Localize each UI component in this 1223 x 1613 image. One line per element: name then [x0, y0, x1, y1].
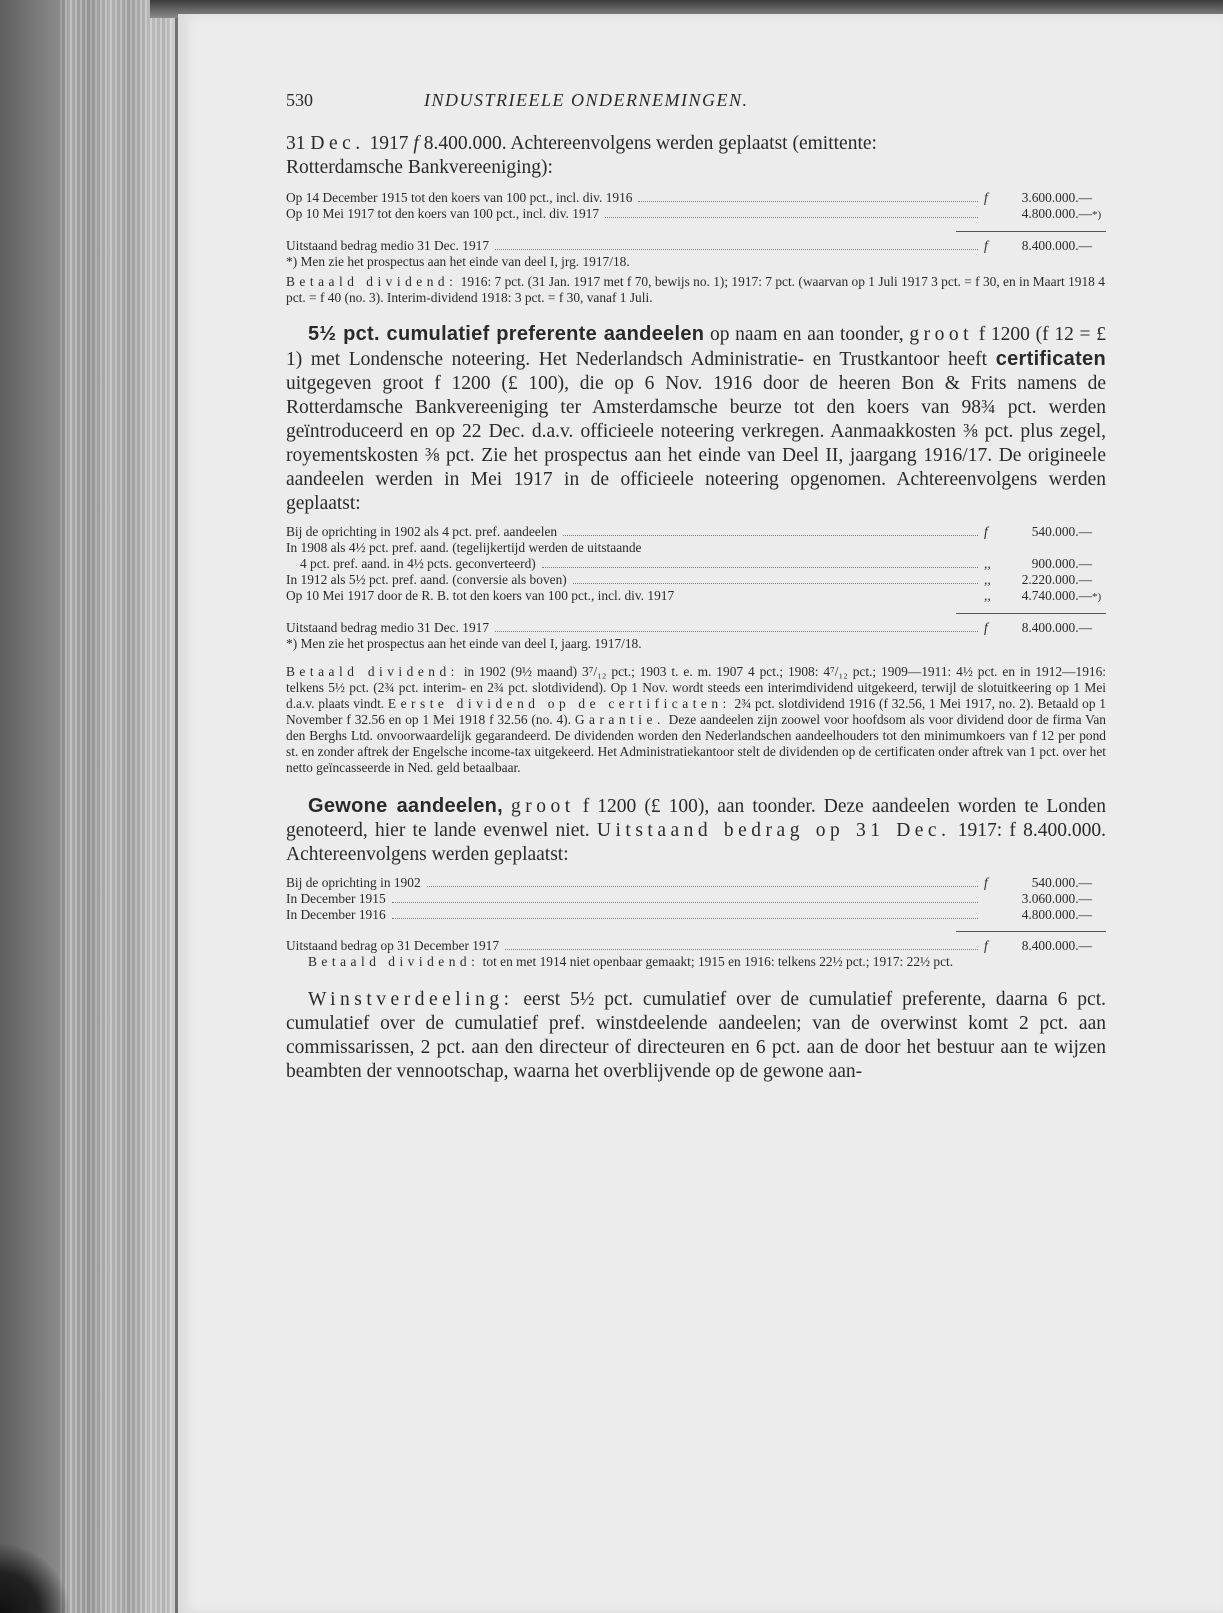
ledger-desc: Op 10 Mei 1917 door de R. B. tot den koers van 100 pct., incl. div. 1917: [286, 588, 675, 603]
dividend-paragraph-3: [286, 954, 1106, 970]
leader-dots: [573, 583, 978, 584]
spaced-phrase: Uitstaand bedrag op 31 Dec.: [596, 820, 951, 841]
ledger-desc: 4 pct. pref. aand. in 4½ pcts. geconverteerd): [300, 556, 536, 571]
ledger-amount: 3.060.000.—: [1021, 891, 1092, 906]
ledger-amount: 540.000.—: [1031, 875, 1092, 890]
ledger-amount: 4.800.000.—: [1021, 206, 1092, 221]
dividend-text: tot en met 1914 niet openbaar gemaakt; 1915 en 1916: telkens 22½ pct.; 1917: 22½ pct.: [479, 954, 954, 969]
ledger-amount: 3.600.000.—: [1021, 190, 1092, 205]
leader-dots: [427, 886, 978, 887]
profit-label: Winstverdeeling:: [308, 989, 514, 1010]
section-text: uitgegeven groot f 1200 (£ 100), die op 6 Nov. 1916 door de heeren Bon & Frits namens de Rotterdamsche Bankvereeniging ter Amsterdamsche beurze tot den koers van 98¾ pct. werden geïntroduceerd en op 22 Dec. d.a.v. officieele noteering verkregen. Aanmaakkosten ⅜ pct. plus zegel, royementskosten ⅜ pct. Zie het prospectus aan het einde van Deel II, jaargang 1916/17. De origineele aandeelen werden in Mei 1917 in de officieele noteering opgenomen. Achtereenvolgens werden geplaatst:: [286, 373, 1106, 514]
ledger-row: [286, 524, 1106, 540]
leader-dots: [542, 567, 978, 568]
dividend-text: Deze aandeelen zijn zoowel voor hoofdsom als voor dividend door de firma Van den Berghs Ltd. onvoorwaardelijk gegarandeerd. De dividenden worden den Nederlandschen aandeelhouders tot den minimumkoers van f 12 per pond st. en zonder aftrek der Engelsche income-tax uitgekeerd. Het Administratiekantoor stelt de dividenden op de certificaten onder aftrek van 1 pct. over het netto geïncasseerde in Ned. geld betaalbaar.: [286, 712, 1106, 775]
dividend-text: in 1902 (9½ maand) 3⁷/₁₂ pct.; 1903 t. e. m. 1907 4 pct.; 1908: 4⁷/₁₂ pct.; 1909—1911: 4½ pct. en in 1912—1916: telkens 5½ pct. (2¾ pct. interim- en 2¾ pct. slotdividend). Op 1 Nov. wordt steeds een interimdividend uitgekeerd, terwijl de slotuitkeering op 1 Mei d.a.v. plaats vindt.: [286, 664, 1106, 711]
ledger-desc: In 1908 als 4½ pct. pref. aand. (tegelijkertijd werden de uitstaande: [286, 540, 642, 555]
ledger-total-amount: 8.400.000.—: [1021, 620, 1092, 635]
ledger-currency: f: [984, 238, 988, 253]
ledger-row: [286, 588, 1106, 605]
ledger-amount: 900.000.—: [1031, 556, 1092, 571]
guarantee-label: Garantie.: [574, 712, 665, 727]
spaced-word: groot: [909, 324, 974, 345]
running-title: INDUSTRIEELE ONDERNEMINGEN.: [424, 90, 749, 110]
ledger-amount: 4.740.000.—: [1021, 588, 1092, 603]
sum-rule: [956, 613, 1106, 614]
ledger-note: *): [1092, 591, 1102, 603]
dividend-label: Betaald dividend:: [286, 274, 458, 289]
ledger-desc: Uitstaand bedrag medio 31 Dec. 1917: [286, 620, 490, 635]
book-spine-page-edges: [0, 0, 175, 1613]
ledger-currency: ,,: [984, 556, 991, 571]
leader-dots: [495, 631, 978, 632]
leader-dots: [563, 535, 978, 536]
footnote: *) Men zie het prospectus aan het einde van deel I, jrg. 1917/18.: [286, 254, 630, 269]
intro-text: 8.400.000. Achtereenvolgens werden geplaatst (emittente:: [418, 133, 877, 154]
footnote: *) Men zie het prospectus aan het einde van deel I, jaarg. 1917/18.: [286, 636, 642, 651]
ledger-desc: In December 1915: [286, 891, 386, 906]
ledger-total-row: [286, 938, 1106, 954]
dividend-paragraph-2: [286, 664, 1106, 776]
page-header: [286, 90, 1106, 120]
ledger-issues-3: [286, 875, 1106, 954]
bold-term-certificaten: certificaten: [995, 348, 1106, 370]
ledger-currency: f: [984, 524, 988, 539]
profit-distribution-paragraph: [286, 988, 1106, 1084]
section-heading-preferred: 5½ pct. cumulatief preferente aandeelen: [308, 323, 705, 345]
ledger-amount: 540.000.—: [1031, 524, 1092, 539]
ledger-currency: f: [984, 875, 988, 890]
ledger-desc: In December 1916: [286, 907, 386, 922]
dividend-text: 2¾ pct. slotdividend 1916 (f 32.56, 1 Mei 1917, no. 2). Betaald op 1 November f 32.56 en op 1 Mei 1918 f 32.56 (no. 4).: [286, 696, 1106, 727]
ledger-row: [286, 190, 1106, 206]
page-content: [286, 90, 1106, 1084]
ledger-desc: Op 14 December 1915 tot den koers van 100 pct., incl. div. 1916: [286, 190, 633, 205]
ledger-currency: f: [984, 620, 988, 635]
leader-dots: [495, 249, 978, 250]
section-text: f 1200 (f 12 = £ 1) met Londensche noteering. Het Nederlandsch Administratie- en Trustkantoor heeft: [286, 324, 1106, 370]
florin-sign: f: [413, 133, 419, 154]
section-heading-common: Gewone aandeelen,: [308, 795, 503, 817]
intro-spaced: Dec.: [310, 133, 365, 154]
ledger-desc: Uitstaand bedrag medio 31 Dec. 1917: [286, 238, 490, 253]
profit-text: eerst 5½ pct. cumulatief over de cumulatief preferente, daarna 6 pct. cumulatief over de cumulatief pref. winstdeelende aandeelen; van de overwinst komt 2 pct. aan commissarissen, 2 pct. aan den directeur of directeuren en 6 pct. aan de door het bestuur aan te wijzen beambten der vennootschap, waarna het overblijvende op de gewone aan-: [286, 989, 1106, 1082]
page-edge-stripes: [60, 0, 175, 1613]
ledger-desc: Uitstaand bedrag op 31 December 1917: [286, 938, 500, 953]
section-text: f 1200 (£ 100), aan toonder. Deze aandeelen worden te Londen genoteerd, hier te lande evenwel niet.: [286, 796, 1106, 841]
leader-dots: [392, 918, 978, 919]
dividend-text: 1916: 7 pct. (31 Jan. 1917 met f 70, bewijs no. 1); 1917: 7 pct. (waarvan op 1 Juli 1917 3 pct. = f 30, en in Maart 1918 4 pct. = f 40 (no. 3). Interim-dividend 1918: 3 pct. = f 30, vanaf 1 Juli.: [286, 274, 1105, 305]
spaced-word: groot: [511, 796, 575, 817]
intro-text: Rotterdamsche Bankvereeniging):: [286, 157, 553, 178]
intro-paragraph: [286, 132, 1106, 180]
ledger-amount: 2.220.000.—: [1021, 572, 1092, 587]
ledger-note: *): [1092, 209, 1102, 221]
sum-rule: [956, 231, 1106, 232]
corner-shadow: [0, 1543, 70, 1613]
leader-dots: [505, 949, 978, 950]
sum-rule: [956, 931, 1106, 932]
ledger-amount: 4.800.000.—: [1021, 907, 1092, 922]
ledger-issues-2: [286, 524, 1106, 652]
ledger-desc: In 1912 als 5½ pct. pref. aand. (conversie als boven): [286, 572, 567, 587]
ledger-currency: ,,: [984, 572, 991, 587]
intro-text: 31: [286, 133, 311, 154]
common-shares-paragraph: [286, 794, 1106, 867]
ledger-issues-1: [286, 190, 1106, 270]
dividend-label: Betaald dividend:: [308, 954, 480, 969]
ledger-desc: Bij de oprichting in 1902: [286, 875, 421, 890]
ledger-row: [286, 891, 1106, 907]
page-number: 530: [286, 90, 313, 110]
ledger-row: [286, 540, 1106, 556]
ledger-desc: Bij de oprichting in 1902 als 4 pct. pref. aandeelen: [286, 524, 558, 539]
ledger-total-row: [286, 620, 1106, 636]
ledger-currency: f: [984, 190, 988, 205]
ledger-row: [286, 572, 1106, 588]
ledger-total-amount: 8.400.000.—: [1021, 238, 1092, 253]
dividend-label: Betaald dividend:: [286, 664, 459, 679]
dividend-label: Eerste dividend op de certificaten:: [387, 696, 731, 711]
ledger-currency: ,,: [984, 588, 991, 603]
section-text: op naam en aan toonder,: [704, 324, 910, 345]
dividend-paragraph-1: [286, 274, 1106, 306]
preferred-shares-paragraph: [286, 322, 1106, 516]
leader-dots: [605, 217, 978, 218]
ledger-currency: f: [984, 938, 988, 953]
ledger-row: [286, 206, 1106, 223]
section-text: 1917: f 8.400.000. Achtereenvolgens werden geplaatst:: [286, 820, 1106, 865]
ledger-row: [286, 556, 1106, 572]
leader-dots: [638, 201, 978, 202]
ledger-row: [286, 875, 1106, 891]
ledger-total-row: [286, 238, 1106, 254]
ledger-row: [286, 907, 1106, 923]
intro-text: 1917: [364, 133, 414, 154]
ledger-total-amount: 8.400.000.—: [1021, 938, 1092, 953]
ledger-desc: Op 10 Mei 1917 tot den koers van 100 pct., incl. div. 1917: [286, 206, 600, 221]
leader-dots: [392, 902, 978, 903]
